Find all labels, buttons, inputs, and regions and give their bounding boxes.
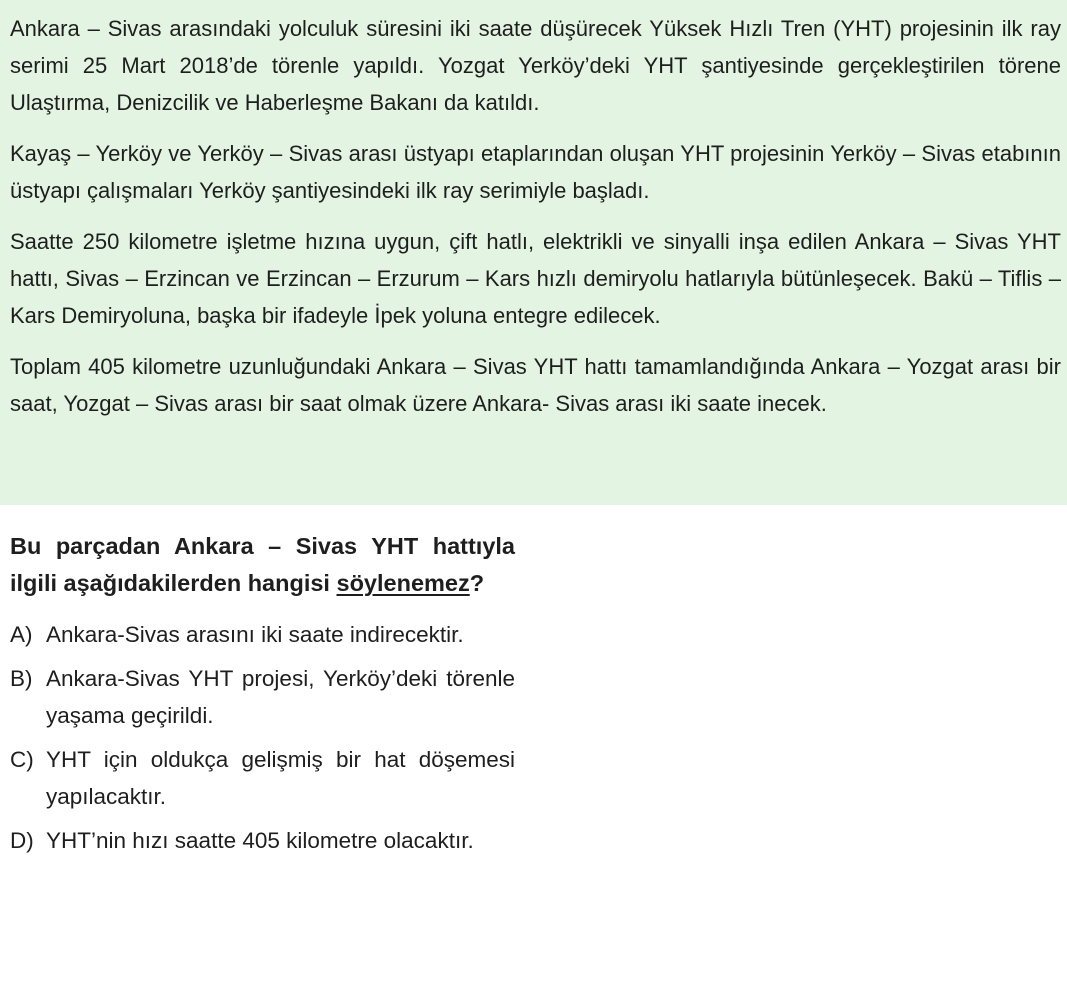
- option-text-b: Ankara-Sivas YHT projesi, Yerköy’deki törenle yaşama geçirildi.: [46, 666, 515, 728]
- option-letter-d: D): [10, 828, 34, 853]
- passage-paragraph-2: Kayaş – Yerköy ve Yerköy – Sivas arası üstyapı etaplarından oluşan YHT projesinin Yerköy – Sivas etabının üstyapı çalışmaları Yerköy şantiyesindeki ilk ray serimiyle başladı.: [10, 141, 1061, 203]
- passage-paragraph-4: Toplam 405 kilometre uzunluğundaki Ankara – Sivas YHT hattı tamamlandığında Ankara – Yozgat arası bir saat, Yozgat – Sivas arası bir saat olmak üzere Ankara- Sivas arası iki saate inecek.: [10, 354, 1061, 416]
- option-text-c: YHT için oldukça gelişmiş bir hat döşemesi yapılacaktır.: [46, 747, 515, 809]
- answer-option-c[interactable]: [10, 741, 515, 815]
- question-stem-mark: ?: [469, 570, 485, 596]
- option-text-a: Ankara-Sivas arasını iki saate indirecektir.: [46, 622, 464, 647]
- answer-option-a[interactable]: [10, 616, 515, 653]
- question-stem: [10, 528, 515, 602]
- option-text-d: YHT’nin hızı saatte 405 kilometre olacaktır.: [46, 828, 474, 853]
- option-letter-b: B): [10, 666, 33, 691]
- question-block: [10, 528, 515, 866]
- answer-option-d[interactable]: [10, 822, 515, 859]
- question-stem-emphasis: söylenemez: [336, 570, 470, 596]
- option-letter-a: A): [10, 622, 33, 647]
- passage-paragraph-1: Ankara – Sivas arasındaki yolculuk süresini iki saate düşürecek Yüksek Hızlı Tren (YHT) projesinin ilk ray serimi 25 Mart 2018’de törenle yapıldı. Yozgat Yerköy’deki YHT şantiyesinde gerçekleştirilen törene Ulaştırma, Denizcilik ve Haberleşme Bakanı da katıldı.: [10, 16, 1061, 115]
- passage-paragraph-3: Saatte 250 kilometre işletme hızına uygun, çift hatlı, elektrikli ve sinyalli inşa edilen Ankara – Sivas YHT hattı, Sivas – Erzincan ve Erzincan – Erzurum – Kars hızlı demiryolu hatlarıyla bütünleşecek. Bakü – Tiflis – Kars Demiryoluna, başka bir ifadeyle İpek yoluna entegre edilecek.: [10, 229, 1061, 328]
- answer-option-b[interactable]: [10, 660, 515, 734]
- option-letter-c: C): [10, 747, 34, 772]
- question-stem-text: Bu parçadan Ankara – Sivas YHT hattıyla ilgili aşağıdakilerden hangisi: [10, 533, 515, 596]
